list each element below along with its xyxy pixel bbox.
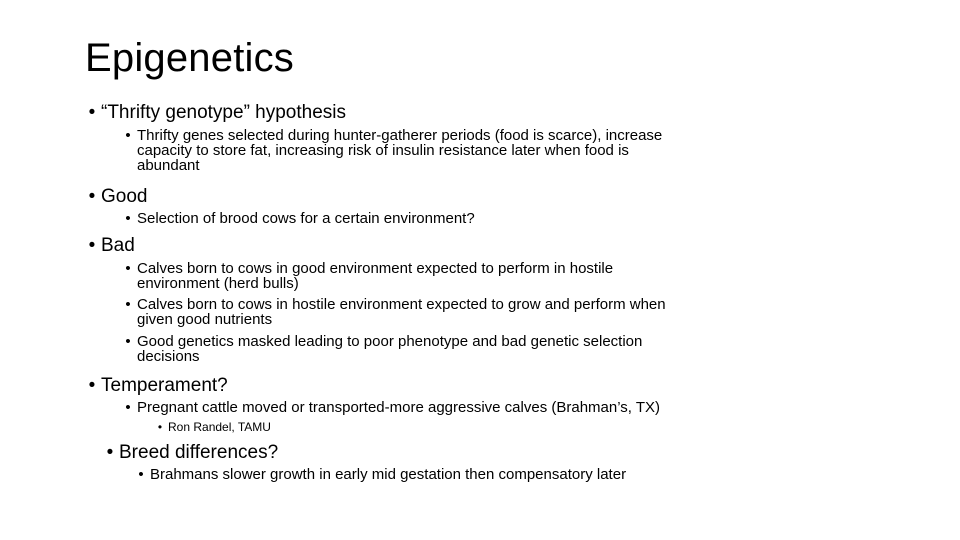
bullet-icon: • [125, 296, 131, 313]
bullet-icon: • [157, 420, 163, 434]
bullet-item-breed-differences [103, 443, 278, 462]
bullet-text: Calves born to cows in hostile environment expected to grow and perform when given good nutrients [137, 296, 666, 328]
sub-bullet-item-good-environment [120, 261, 613, 291]
bullet-text: Temperament? [101, 375, 228, 396]
bullet-item-thrifty-genotype [85, 103, 346, 122]
bullet-text: Pregnant cattle moved or transported-more aggressive calves (Brahman’s, TX) [137, 399, 661, 416]
bullet-item-bad [85, 236, 135, 255]
bullet-icon: • [125, 210, 131, 227]
bullet-icon: • [125, 399, 131, 416]
sub-bullet-item-brahmans-growth [133, 467, 626, 482]
bullet-text: “Thrifty genotype” hypothesis [101, 102, 347, 123]
bullet-text: Ron Randel, TAMU [168, 420, 271, 434]
bullet-text: Thrifty genes selected during hunter-gatherer periods (food is scarce), increase capacity to store fat, increasing risk of insulin resistance later when food is abundant [137, 127, 663, 174]
bullet-text: Selection of brood cows for a certain environment? [137, 210, 475, 227]
sub-bullet-item-brood-cows [120, 211, 475, 226]
sub-bullet-item-genetics-masked [120, 334, 642, 364]
bullet-icon: • [88, 102, 96, 123]
bullet-text: Calves born to cows in good environment expected to perform in hostile environment (herd bulls) [137, 260, 614, 292]
bullet-text: Breed differences? [119, 442, 279, 463]
bullet-text: Good [101, 186, 148, 207]
bullet-icon: • [88, 186, 96, 207]
sub-sub-bullet-item-ron-randel [152, 421, 271, 433]
bullet-text: Good genetics masked leading to poor phenotype and bad genetic selection decisions [137, 333, 643, 365]
sub-bullet-item-thrifty-genes [120, 128, 662, 173]
slide-title: Epigenetics [85, 36, 294, 80]
bullet-text: Bad [101, 235, 135, 256]
bullet-icon: • [88, 375, 96, 396]
bullet-item-good [85, 187, 147, 206]
bullet-icon: • [138, 466, 144, 483]
bullet-text: Brahmans slower growth in early mid gestation then compensatory later [150, 466, 627, 483]
bullet-icon: • [88, 235, 96, 256]
sub-bullet-item-hostile-environment [120, 297, 666, 327]
bullet-item-temperament [85, 376, 228, 395]
bullet-icon: • [125, 333, 131, 350]
sub-bullet-item-pregnant-cattle [120, 400, 660, 415]
bullet-icon: • [106, 442, 114, 463]
bullet-icon: • [125, 260, 131, 277]
bullet-icon: • [125, 127, 131, 144]
